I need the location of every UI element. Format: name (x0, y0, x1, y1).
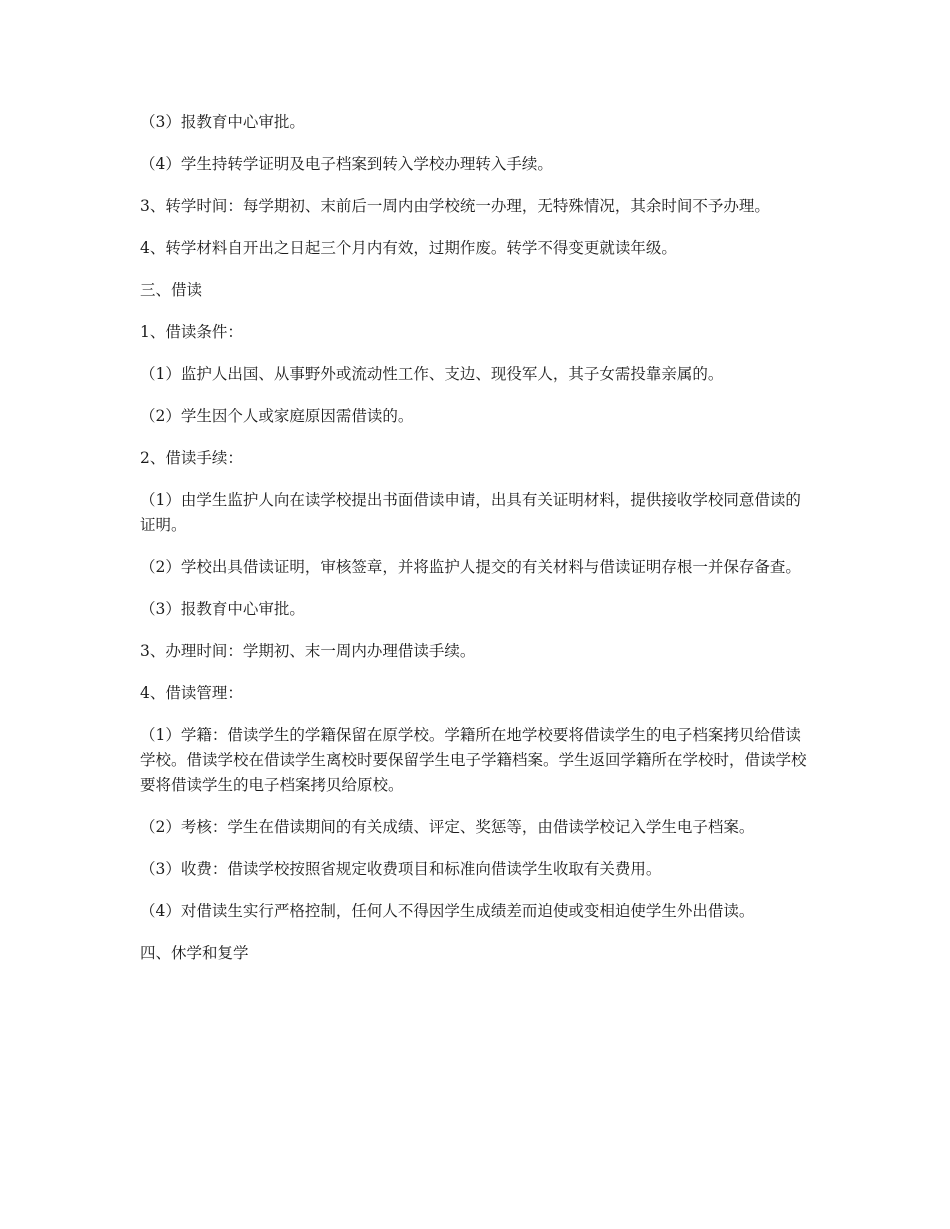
section-heading-borrowed-study: 三、借读 (140, 281, 203, 299)
document-page (140, 110, 810, 983)
paragraph-transfer-time: 3、转学时间：每学期初、末前后一周内由学校统一办理，无特殊情况，其余时间不予办理。 (140, 197, 770, 215)
paragraph-borrow-procedures: 2、借读手续： (140, 449, 243, 467)
paragraph-procedure-3: （3）报教育中心审批。 (140, 600, 305, 618)
paragraph-management-records: （1）学籍：借读学生的学籍保留在原学校。学籍所在地学校要将借读学生的电子档案拷贝给借读学校。借读学校在借读学生离校时要保留学生电子学籍档案。学生返回学籍所在学校时，借读学校要将借读学生的电子档案拷贝给原校。 (140, 726, 807, 794)
paragraph-condition-2: （2）学生因个人或家庭原因需借读的。 (140, 407, 414, 425)
paragraph-procedure-2: （2）学校出具借读证明，审核签章，并将监护人提交的有关材料与借读证明存根一并保存备查。 (140, 558, 801, 576)
paragraph-procedure-1: （1）由学生监护人向在读学校提出书面借读申请，出具有关证明材料，提供接收学校同意借读的证明。 (140, 491, 801, 534)
section-heading-suspension-resumption: 四、休学和复学 (140, 944, 249, 962)
paragraph-transfer-validity: 4、转学材料自开出之日起三个月内有效，过期作废。转学不得变更就读年级。 (140, 239, 677, 257)
paragraph-step-3-approval: （3）报教育中心审批。 (140, 113, 305, 131)
paragraph-handling-time: 3、办理时间：学期初、末一周内办理借读手续。 (140, 642, 476, 660)
paragraph-borrow-conditions: 1、借读条件： (140, 323, 243, 341)
paragraph-management-assessment: （2）考核：学生在借读期间的有关成绩、评定、奖惩等，由借读学校记入学生电子档案。 (140, 818, 755, 836)
paragraph-management-control: （4）对借读生实行严格控制，任何人不得因学生成绩差而迫使或变相迫使学生外出借读。 (140, 902, 755, 920)
paragraph-condition-1: （1）监护人出国、从事野外或流动性工作、支边、现役军人，其子女需投靠亲属的。 (140, 365, 724, 383)
paragraph-step-4-transfer-in: （4）学生持转学证明及电子档案到转入学校办理转入手续。 (140, 155, 553, 173)
paragraph-management-fees: （3）收费：借读学校按照省规定收费项目和标准向借读学生收取有关费用。 (140, 860, 662, 878)
paragraph-borrow-management: 4、借读管理： (140, 684, 243, 702)
